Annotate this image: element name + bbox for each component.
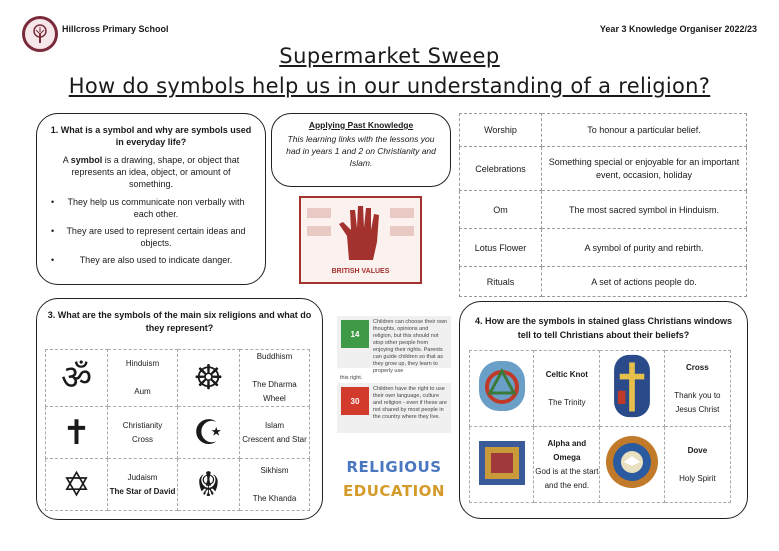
page-question: How do symbols help us in our understanding of a religion? [68,74,711,98]
table-row [470,427,731,503]
term-cell: Celebrations [460,147,542,191]
religion-name: Judaism [127,472,158,482]
crescent-star-icon: ☪ [178,407,240,459]
table-row [46,459,310,511]
rights-text-tail: this right. [340,375,363,381]
symbol-definition-box [36,113,266,285]
article-14-icon: 14 [341,320,369,348]
religion-symbols-grid [45,349,310,511]
meaning-cell: To honour a particular belief. [542,114,747,147]
alpha-omega-window [470,427,534,503]
window-cell [664,351,730,427]
cross-window-icon [607,353,657,419]
poster-label: BRITISH VALUES [331,268,390,275]
dharma-wheel-icon: ☸ [178,350,240,407]
religion-cell [240,407,310,459]
def-term: symbol [70,155,103,165]
religion-cell [108,350,178,407]
term-cell: Rituals [460,267,542,297]
logo-line-1: RELIGIOUS [346,458,442,476]
celtic-knot-window [470,351,534,427]
page-title: Supermarket Sweep [279,44,500,68]
table-row [46,407,310,459]
table-row [460,147,747,191]
article-30-icon: 30 [341,387,369,415]
window-meaning: Holy Spirit [679,473,716,483]
religion-name: Islam [264,420,285,430]
window-name: Cross [686,362,709,372]
table-row [460,114,747,147]
window-meaning: God is at the start and the end. [535,466,599,490]
symbol-name: Aum [134,387,151,396]
box3-heading: 3. What are the symbols of the main six religions and what do they represent? [47,310,312,333]
stained-glass-grid [469,350,731,503]
window-name: Dove [687,445,708,455]
window-cell [534,351,600,427]
past-knowledge-text: This learning links with the lessons you had in years 1 and 2 on Christianity and Islam. [286,134,436,168]
table-row [460,191,747,229]
meaning-cell: The most sacred symbol in Hinduism. [542,191,747,229]
school-name: Hillcross Primary School [62,24,169,34]
list-item: • They are also used to indicate danger. [49,254,253,266]
meaning-cell: A set of actions people do. [542,267,747,297]
religious-education-logo [336,455,452,507]
table-row [470,351,731,427]
year-label: Year 3 Knowledge Organiser 2022/23 [599,24,757,34]
def-prefix: A [62,155,71,165]
symbol-uses-list [49,196,253,266]
past-knowledge-box [271,113,451,187]
box4-heading: 4. How are the symbols in stained glass Christians windows tell to tell Christians about their beliefs? [474,316,733,340]
om-icon: ॐ [46,350,108,407]
table-row [460,267,747,297]
religion-cell [240,350,310,407]
cross-icon: ✝ [46,407,108,459]
window-name: Alpha and Omega [547,438,587,462]
term-cell: Worship [460,114,542,147]
table-row [46,350,310,407]
star-of-david-icon: ✡ [46,459,108,511]
rights-text: Children have the right to use their own language, culture and religion - even if these are not shared by most people in the country where they live. [373,386,447,420]
meaning-cell: A symbol of purity and rebirth. [542,229,747,267]
past-knowledge-heading: Applying Past Knowledge [308,120,414,130]
symbol-name: The Dharma Wheel [252,380,297,403]
term-cell: Lotus Flower [460,229,542,267]
celtic-knot-icon [477,359,527,413]
religion-cell [108,407,178,459]
religion-cell [108,459,178,511]
window-name: Celtic Knot [545,369,588,379]
dove-icon [604,434,660,490]
window-meaning: Thank you to Jesus Christ [674,390,721,414]
tree-icon [28,22,52,46]
key-vocabulary-table [459,113,747,297]
religion-name: Hinduism [125,359,160,368]
religion-name: Sikhism [260,465,289,475]
khanda-icon: ☬ [178,459,240,511]
table-row [460,229,747,267]
symbol-name: Crescent and Star [242,434,307,444]
symbol-definition [49,154,253,190]
cross-window [600,351,664,427]
dove-window [600,427,664,503]
box1-heading: 1. What is a symbol and why are symbols used in everyday life? [50,125,252,147]
window-cell [534,427,600,503]
religion-cell [240,459,310,511]
def-rest: is a drawing, shape, or object that represents an idea, object, or amount of something. [71,155,240,189]
rights-text: Children can choose their own thoughts, opinions and religion, but this should not stop other people from enjoying their rights. Parents can guide children so that as they grow up, they learn to properly use [373,319,447,374]
window-meaning: The Trinity [548,397,586,407]
rights-card [337,383,451,433]
religion-name: Buddhism [256,352,293,361]
window-cell [664,427,730,503]
logo-line-2: EDUCATION [343,482,445,500]
list-item: • They help us communicate non verbally with each other. [49,196,253,220]
list-item: • They are used to represent certain ideas and objects. [49,225,253,249]
hand-icon [301,198,420,264]
symbol-name: The Khanda [252,493,297,503]
religion-name: Christianity [122,420,163,430]
alpha-omega-icon [477,435,527,489]
symbol-name: Cross [132,434,153,444]
meaning-cell: Something special or enjoyable for an important event, occasion, holiday [542,147,747,191]
term-cell: Om [460,191,542,229]
rights-card [337,316,451,381]
british-values-poster [299,196,422,284]
symbol-name: The Star of David [109,486,176,496]
